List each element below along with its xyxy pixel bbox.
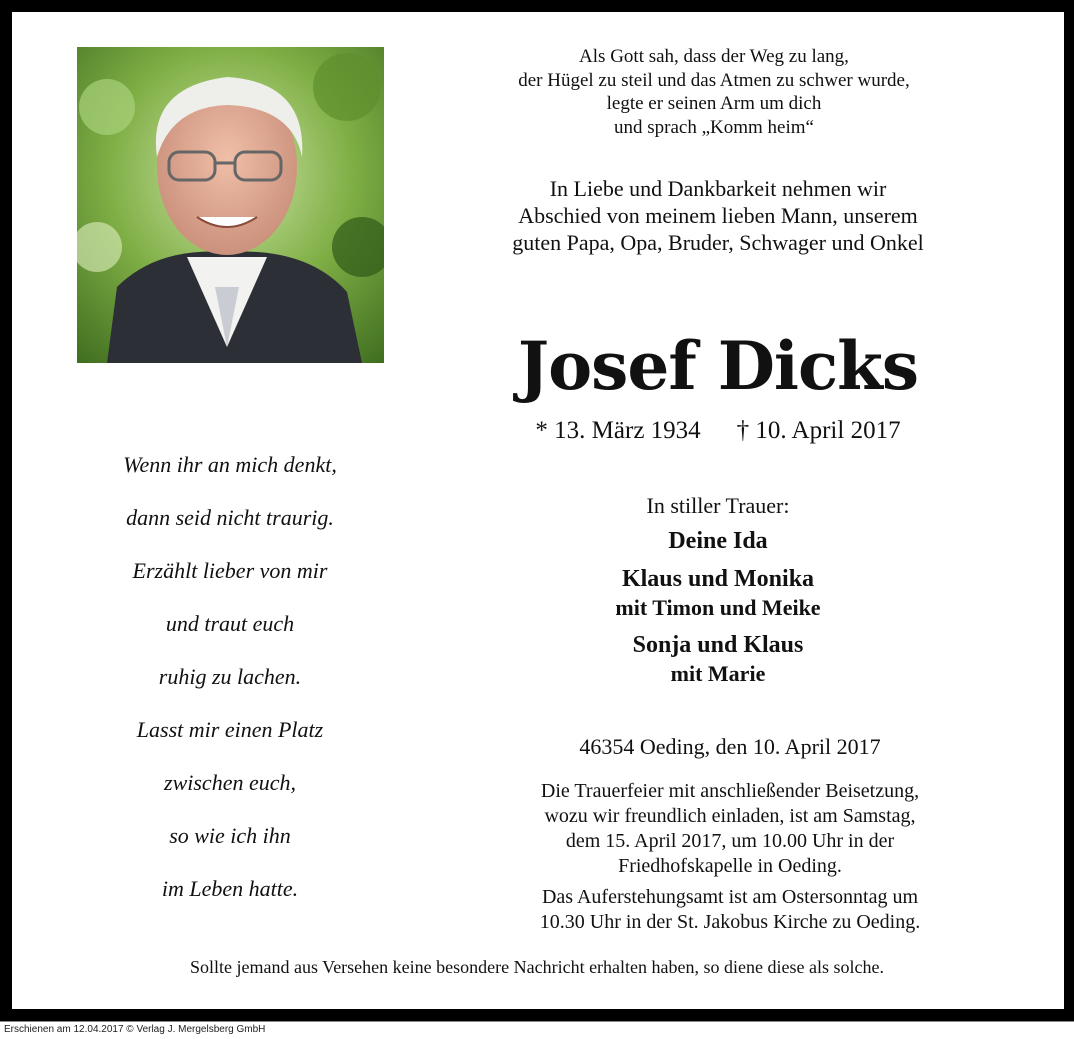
mourner-family: Sonja und Klaus [632, 632, 804, 658]
notice-disclaimer: Sollte jemand aus Versehen keine besondere Nachricht erhalten haben, so diene diese als solche. [190, 957, 884, 977]
verse-line: Wenn ihr an mich denkt, [123, 452, 337, 477]
life-dates [364, 416, 1072, 446]
funeral-service-info [364, 779, 1074, 879]
service-line: dem 15. April 2017, um 10.00 Uhr in der [565, 830, 895, 852]
mourner-family-children: mit Marie [670, 661, 766, 686]
memorial-verse [64, 452, 396, 929]
opening-poem [364, 45, 1064, 139]
deceased-name: Josef Dicks [517, 327, 919, 405]
verse-line: Erzählt lieber von mir [132, 558, 328, 583]
mass-line: 10.30 Uhr in der St. Jakobus Kirche zu Oeding. [539, 911, 921, 933]
verse-line: Lasst mir einen Platz [136, 717, 324, 742]
mourners-list [364, 492, 1072, 688]
poem-line: legte er seinen Arm um dich [606, 93, 822, 114]
portrait-photo [77, 47, 384, 363]
verse-line: ruhig zu lachen. [158, 664, 302, 689]
verse-line: zwischen euch, [164, 770, 296, 795]
death-date: † 10. April 2017 [736, 417, 901, 444]
intro-text [364, 175, 1072, 256]
verse-line: so wie ich ihn [169, 823, 291, 848]
mourner-family-children: mit Timon und Meike [615, 595, 821, 620]
intro-line: guten Papa, Opa, Bruder, Schwager und Onkel [512, 230, 924, 255]
notice-paper [12, 12, 1064, 1009]
service-line: Friedhofskapelle in Oeding. [618, 855, 842, 877]
mourner-family: Klaus und Monika [621, 566, 815, 592]
mourner-wife: Deine Ida [668, 528, 768, 554]
service-line: wozu wir freundlich einladen, ist am Samstag, [544, 805, 916, 827]
publication-credit: Erschienen am 12.04.2017 © Verlag J. Mergelsberg GmbH [4, 1024, 266, 1035]
poem-line: Als Gott sah, dass der Weg zu lang, [579, 46, 849, 67]
intro-line: In Liebe und Dankbarkeit nehmen wir [549, 176, 887, 201]
intro-line: Abschied von meinem lieben Mann, unserem [518, 203, 918, 228]
mass-line: Das Auferstehungsamt ist am Ostersonntag um [541, 886, 919, 908]
verse-line: und traut euch [165, 611, 295, 636]
place-date: 46354 Oeding, den 10. April 2017 [579, 734, 881, 759]
poem-line: und sprach „Komm heim“ [614, 116, 814, 138]
poem-line: der Hügel zu steil und das Atmen zu schwer wurde, [518, 69, 910, 91]
verse-line: dann seid nicht traurig. [126, 505, 334, 530]
publication-footer [0, 1021, 1074, 1039]
mass-info [364, 885, 1074, 935]
verse-line: im Leben hatte. [161, 876, 299, 901]
mourning-lead: In stiller Trauer: [646, 493, 790, 518]
birth-date: * 13. März 1934 [535, 417, 701, 444]
service-line: Die Trauerfeier mit anschließender Beisetzung, [540, 780, 920, 802]
